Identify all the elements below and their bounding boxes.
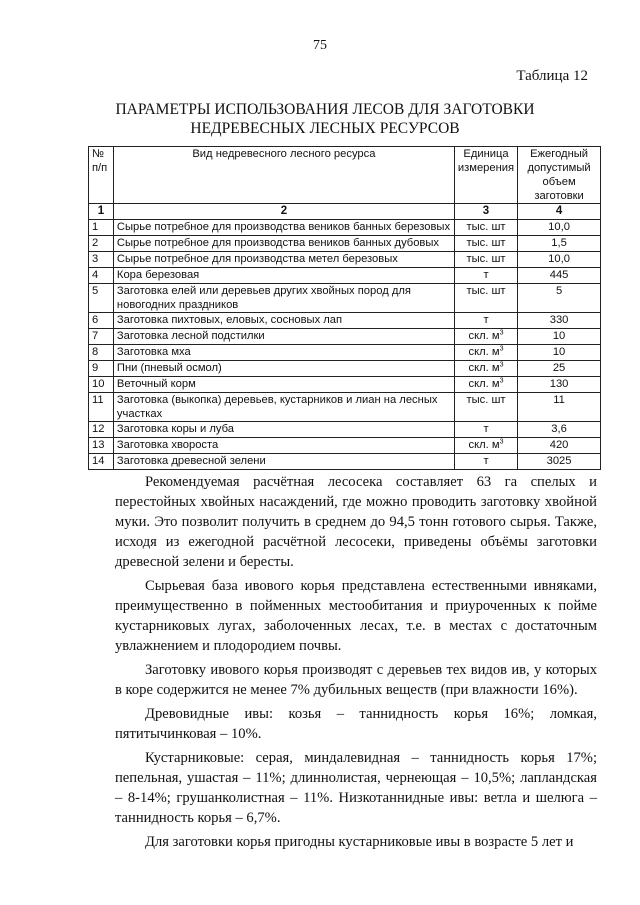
row-number: 8 [89,345,114,361]
resource-name: Заготовка коры и луба [113,422,454,438]
unit: тыс. шт [454,220,517,236]
row-number: 3 [89,252,114,268]
annual-volume: 10,0 [518,252,601,268]
column-number: 4 [518,204,601,220]
unit: скл. $м^3$ [454,361,517,377]
resource-name: Заготовка мха [113,345,454,361]
unit: т [454,268,517,284]
row-number: 9 [89,361,114,377]
table-row [89,268,601,284]
unit: т [454,313,517,329]
annual-volume: 420 [518,438,601,454]
row-number: 12 [89,422,114,438]
resource-name: Кора березовая [113,268,454,284]
row-number: 4 [89,268,114,284]
row-number: 13 [89,438,114,454]
annual-volume: 10 [518,329,601,345]
table-row [89,438,601,454]
paragraph: Древовидные ивы: козья – таннидность корья 16%; ломкая, пятитычинковая – 10%. [115,706,597,742]
unit-superscript: 3 [499,345,504,353]
header-number: № п/п [89,147,114,204]
header-resource: Вид недревесного лесного ресурса [113,147,454,204]
unit: тыс. шт [454,284,517,313]
unit: т [454,422,517,438]
table-row [89,393,601,422]
annual-volume: 330 [518,313,601,329]
unit: т [454,454,517,470]
unit-superscript: 3 [499,438,504,446]
table-row [89,377,601,393]
resource-name: Пни (пневый осмол) [113,361,454,377]
unit: скл. $м^3$ [454,345,517,361]
column-number: 3 [454,204,517,220]
row-number: 5 [89,284,114,313]
annual-volume: 5 [518,284,601,313]
resource-name: Сырье потребное для производства веников банных дубовых [113,236,454,252]
unit-superscript: 3 [499,329,504,337]
resource-name: Заготовка древесной зелени [113,454,454,470]
annual-volume: 11 [518,393,601,422]
annual-volume: 445 [518,268,601,284]
paragraph: Заготовку ивового корья производят с деревьев тех видов ив, у которых в коре содержится не менее 7% дубильных веществ (при влажности 16%). [115,662,597,698]
annual-volume: 130 [518,377,601,393]
unit: тыс. шт [454,236,517,252]
table-row [89,454,601,470]
column-number-row [89,204,601,220]
annual-volume: 3,6 [518,422,601,438]
table-header-row [89,147,601,204]
annual-volume: 3025 [518,454,601,470]
row-number: 1 [89,220,114,236]
unit: тыс. шт [454,252,517,268]
row-number: 14 [89,454,114,470]
table-label: Таблица 12 [516,68,588,84]
column-number: 2 [113,204,454,220]
unit: тыс. шт [454,393,517,422]
table-row [89,345,601,361]
paragraph: Рекомендуемая расчётная лесосека составляет 63 га спелых и перестойных хвойных насаждений, где можно проводить заготовку хвойной муки. Это позволит получить в среднем до 94,5 тонн готового сырья. Также, исходя из ежегодной расчётной лесосеки, приведены объёмы заготовки древесной зелени и бересты. [115,474,597,570]
annual-volume: 10,0 [518,220,601,236]
resources-table [88,146,601,470]
table-row [89,220,601,236]
resource-name: Заготовка хвороста [113,438,454,454]
resource-name: Заготовка пихтовых, еловых, сосновых лап [113,313,454,329]
table-title: ПАРАМЕТРЫ ИСПОЛЬЗОВАНИЯ ЛЕСОВ ДЛЯ ЗАГОТОВКИ НЕДРЕВЕСНЫХ ЛЕСНЫХ РЕСУРСОВ [115,101,535,137]
header-unit: Единица измерения [454,147,517,204]
table-row [89,361,601,377]
resource-name: Сырье потребное для производства метел березовых [113,252,454,268]
table-row [89,313,601,329]
resource-name: Заготовка лесной подстилки [113,329,454,345]
annual-volume: 10 [518,345,601,361]
unit: скл. $м^3$ [454,438,517,454]
unit: скл. $м^3$ [454,329,517,345]
paragraph: Кустарниковые: серая, миндалевидная – таннидность корья 17%; пепельная, ушастая – 11%; длиннолистая, чернеющая – 10,5%; лапландская – 8-14%; грушанколистная – 11%. Низкотаннидные ивы: ветла и шелюга – таннидность корья – 6,7%. [115,750,597,826]
row-number: 2 [89,236,114,252]
table-row [89,236,601,252]
paragraph: Сырьевая база ивового корья представлена естественными ивняками, преимущественно в пойменных местообитания и приуроченных к пойме кустарниковых лугах, заболоченных лесах, т.е. в местах с достаточным увлажнением и плодородием почвы. [115,578,597,654]
table-row [89,329,601,345]
resource-name: Сырье потребное для производства веников банных березовых [113,220,454,236]
table-body [89,220,601,470]
row-number: 7 [89,329,114,345]
table-row [89,284,601,313]
row-number: 10 [89,377,114,393]
unit-superscript: 3 [499,361,504,369]
paragraph: Для заготовки корья пригодны кустарниковые ивы в возрасте 5 лет и [145,834,574,850]
annual-volume: 25 [518,361,601,377]
table-row [89,422,601,438]
row-number: 11 [89,393,114,422]
body-text [115,472,597,856]
header-volume: Ежегодный допустимый объем заготовки [518,147,601,204]
resource-name: Заготовка (выкопка) деревьев, кустарников и лиан на лесных участках [113,393,454,422]
unit: скл. $м^3$ [454,377,517,393]
page-number: 75 [313,38,327,53]
unit-superscript: 3 [499,377,504,385]
row-number: 6 [89,313,114,329]
column-number: 1 [89,204,114,220]
annual-volume: 1,5 [518,236,601,252]
resource-name: Заготовка елей или деревьев других хвойных пород для новогодних праздников [113,284,454,313]
resource-name: Веточный корм [113,377,454,393]
table-row [89,252,601,268]
